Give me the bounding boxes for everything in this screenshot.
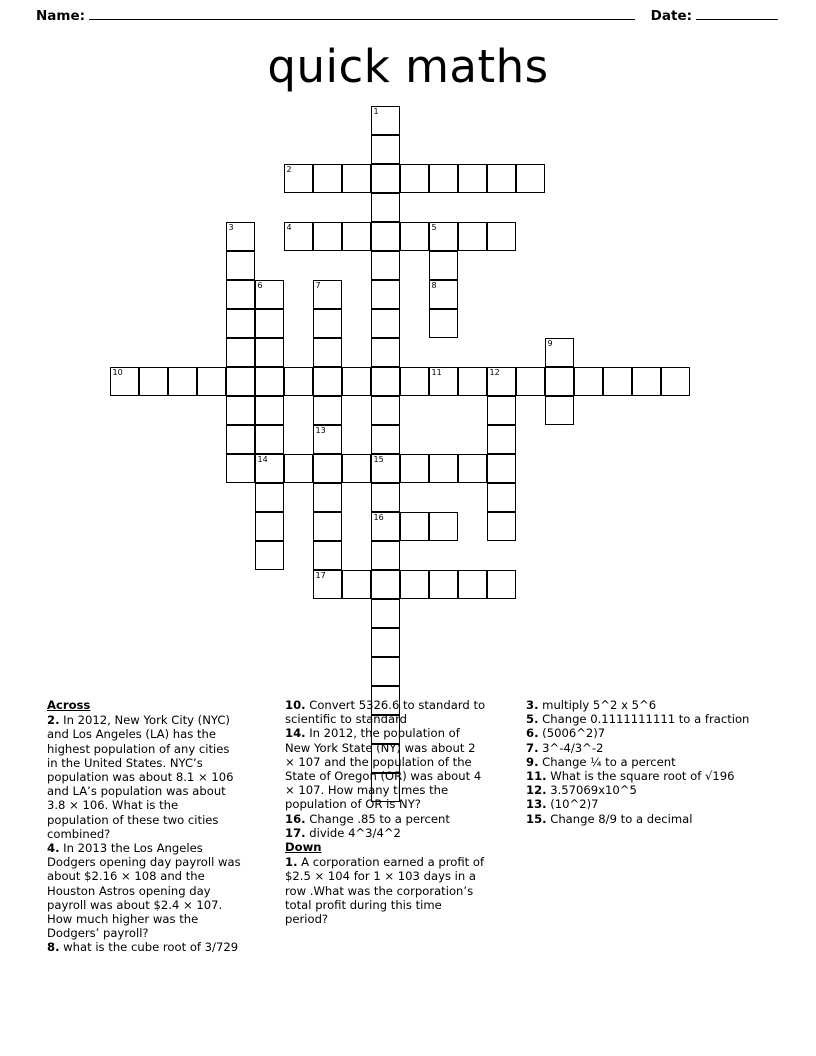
grid-cell[interactable] <box>371 570 400 599</box>
clue-text: Change .85 to a percent <box>305 811 450 826</box>
grid-cell[interactable] <box>458 164 487 193</box>
grid-cell[interactable] <box>400 222 429 251</box>
grid-cell[interactable] <box>313 309 342 338</box>
grid-cell[interactable] <box>371 193 400 222</box>
grid-cell[interactable] <box>487 483 516 512</box>
grid-cell[interactable] <box>313 222 342 251</box>
clue-number: 6. <box>526 726 539 741</box>
grid-cell-number: 6 <box>257 281 263 290</box>
grid-cell[interactable] <box>284 454 313 483</box>
grid-cell[interactable] <box>313 396 342 425</box>
grid-cell[interactable] <box>313 425 342 454</box>
grid-cell[interactable] <box>342 367 371 396</box>
grid-cell[interactable] <box>371 280 400 309</box>
grid-cell[interactable] <box>487 454 516 483</box>
grid-cell[interactable] <box>429 309 458 338</box>
clue-text: In 2013 the Los Angeles Dodgers opening day payroll was about $2.16 × 108 and the Houston Astros opening day payroll was about $2.4 × 107. How much higher was the Dodgers’ payroll? <box>47 841 241 941</box>
clue-text: multiply 5^2 x 5^6 <box>538 698 657 712</box>
grid-cell[interactable] <box>284 164 313 193</box>
grid-cell[interactable] <box>400 164 429 193</box>
clue-text: A corporation earned a profit of $2.5 × 104 for 1 × 103 days in a row .What was the corporation’s total profit during this time period? <box>285 855 485 927</box>
clue-text: Convert 5326.6 to standard to scientific to standard <box>285 698 486 727</box>
clue-number: 13. <box>526 797 547 812</box>
clue-text: 3^-4/3^-2 <box>538 740 604 755</box>
grid-cell[interactable] <box>429 367 458 396</box>
grid-cell[interactable] <box>516 367 545 396</box>
grid-cell-number: 17 <box>315 571 326 580</box>
grid-cell[interactable] <box>255 454 284 483</box>
grid-cell[interactable] <box>139 367 168 396</box>
clue-column-2 <box>242 698 488 955</box>
clue-number: 7. <box>526 740 539 755</box>
grid-cell[interactable] <box>313 483 342 512</box>
grid-cell[interactable] <box>226 425 255 454</box>
grid-cell[interactable] <box>487 164 516 193</box>
clue-number: 14. <box>285 726 306 741</box>
grid-cell[interactable] <box>255 338 284 367</box>
grid-cell[interactable] <box>371 512 400 541</box>
grid-cell[interactable] <box>371 541 400 570</box>
clue-down-7 <box>526 741 768 755</box>
clue-text: What is the square root of √196 <box>546 769 735 784</box>
clue-number: 5. <box>526 712 539 727</box>
clue-down-6 <box>526 726 768 740</box>
grid-cell[interactable] <box>603 367 632 396</box>
grid-cell-number: 12 <box>489 368 500 377</box>
clue-across-16 <box>285 812 488 826</box>
grid-cell-number: 10 <box>112 368 123 377</box>
grid-cell[interactable] <box>226 338 255 367</box>
clue-number: 17. <box>285 825 306 840</box>
date-label: Date: <box>650 8 692 24</box>
clue-down-3 <box>526 698 768 712</box>
grid-cell-number: 14 <box>257 455 268 464</box>
grid-cell[interactable] <box>313 338 342 367</box>
clue-number: 15. <box>526 811 547 826</box>
clue-across-4 <box>47 841 242 940</box>
grid-cell[interactable] <box>458 367 487 396</box>
grid-cell[interactable] <box>371 309 400 338</box>
grid-cell[interactable] <box>371 657 400 686</box>
grid-cell[interactable] <box>429 222 458 251</box>
grid-cell[interactable] <box>371 599 400 628</box>
clue-number: 10. <box>285 698 306 712</box>
grid-cell-number: 16 <box>373 513 384 522</box>
clue-column-1 <box>0 698 242 955</box>
clue-number: 11. <box>526 769 547 784</box>
grid-cell[interactable] <box>313 280 342 309</box>
grid-cell[interactable] <box>313 512 342 541</box>
grid-cell[interactable] <box>487 425 516 454</box>
name-write-line <box>89 18 635 20</box>
grid-cell[interactable] <box>255 396 284 425</box>
clue-down-9 <box>526 755 768 769</box>
grid-cell[interactable] <box>458 570 487 599</box>
grid-cell[interactable] <box>313 541 342 570</box>
grid-cell[interactable] <box>197 367 226 396</box>
clue-text: (10^2)7 <box>546 797 599 812</box>
grid-cell-number: 2 <box>286 165 292 174</box>
grid-cell[interactable] <box>371 367 400 396</box>
grid-cell[interactable] <box>400 367 429 396</box>
grid-cell[interactable] <box>255 367 284 396</box>
grid-cell[interactable] <box>313 454 342 483</box>
grid-cell[interactable] <box>226 222 255 251</box>
grid-cell[interactable] <box>342 222 371 251</box>
clue-number: 9. <box>526 754 539 769</box>
grid-cell[interactable] <box>429 570 458 599</box>
grid-cell[interactable] <box>371 483 400 512</box>
grid-cell[interactable] <box>516 164 545 193</box>
clue-down-15 <box>526 812 768 826</box>
grid-cell[interactable] <box>545 338 574 367</box>
clue-number: 8. <box>47 940 60 955</box>
grid-cell[interactable] <box>371 222 400 251</box>
grid-cell[interactable] <box>226 309 255 338</box>
grid-cell[interactable] <box>255 483 284 512</box>
name-date-line <box>36 8 780 24</box>
clue-down-1 <box>285 855 488 926</box>
clue-across-14 <box>285 726 488 811</box>
clue-text: what is the cube root of 3/729 <box>59 940 239 955</box>
grid-cell-number: 8 <box>431 281 437 290</box>
grid-cell-number: 4 <box>286 223 292 232</box>
grid-cell[interactable] <box>487 396 516 425</box>
grid-cell-number: 9 <box>547 339 553 348</box>
grid-cell[interactable] <box>255 541 284 570</box>
grid-cell[interactable] <box>255 280 284 309</box>
grid-cell[interactable] <box>226 454 255 483</box>
grid-cell[interactable] <box>226 367 255 396</box>
grid-cell[interactable] <box>226 251 255 280</box>
grid-cell[interactable] <box>371 251 400 280</box>
grid-cell[interactable] <box>487 367 516 396</box>
clues-area <box>0 698 816 955</box>
grid-cell[interactable] <box>226 396 255 425</box>
clue-column-3 <box>488 698 768 955</box>
clue-text: divide 4^3/4^2 <box>305 825 401 840</box>
clue-text: Change 8/9 to a decimal <box>546 811 693 826</box>
grid-cell-number: 7 <box>315 281 321 290</box>
grid-cell[interactable] <box>110 367 139 396</box>
clue-number: 1. <box>285 855 298 870</box>
grid-cell-number: 15 <box>373 455 384 464</box>
grid-cell[interactable] <box>284 367 313 396</box>
clue-across-8 <box>47 940 242 954</box>
clue-number: 16. <box>285 811 306 826</box>
grid-cell[interactable] <box>545 367 574 396</box>
grid-cell[interactable] <box>429 280 458 309</box>
grid-cell[interactable] <box>371 164 400 193</box>
grid-cell[interactable] <box>371 396 400 425</box>
grid-cell[interactable] <box>487 222 516 251</box>
grid-cell[interactable] <box>371 106 400 135</box>
grid-cell[interactable] <box>487 512 516 541</box>
grid-cell[interactable] <box>371 454 400 483</box>
grid-cell[interactable] <box>371 338 400 367</box>
grid-cell[interactable] <box>284 222 313 251</box>
grid-cell[interactable] <box>255 512 284 541</box>
clue-across-10 <box>285 698 488 726</box>
name-label: Name: <box>36 8 86 24</box>
grid-cell[interactable] <box>400 454 429 483</box>
grid-cell[interactable] <box>226 280 255 309</box>
clue-number: 3. <box>526 698 539 712</box>
grid-cell[interactable] <box>545 396 574 425</box>
page-title: quick maths <box>267 40 549 93</box>
grid-cell[interactable] <box>429 251 458 280</box>
grid-cell[interactable] <box>371 135 400 164</box>
grid-cell[interactable] <box>255 425 284 454</box>
grid-cell[interactable] <box>313 570 342 599</box>
grid-cell-number: 5 <box>431 223 437 232</box>
grid-cell[interactable] <box>342 570 371 599</box>
crossword-grid[interactable] <box>0 106 816 686</box>
clue-number: 2. <box>47 713 60 728</box>
grid-cell[interactable] <box>429 454 458 483</box>
clue-text: In 2012, New York City (NYC) and Los Angeles (LA) has the highest population of any cities in the United States. NYC’s population was about 8.1 × 106 and LA’s population was about 3.8 × 106. What is the population of these two cities combined? <box>47 713 234 841</box>
clue-across-2 <box>47 713 242 841</box>
grid-cell[interactable] <box>487 570 516 599</box>
clue-text: 3.57069x10^5 <box>546 783 637 798</box>
clue-number: 12. <box>526 783 547 798</box>
grid-cell[interactable] <box>313 367 342 396</box>
grid-cell[interactable] <box>632 367 661 396</box>
grid-cell-number: 11 <box>431 368 442 377</box>
grid-cell-number: 1 <box>373 107 379 116</box>
down-heading: Down <box>285 840 322 855</box>
grid-cell[interactable] <box>429 164 458 193</box>
grid-cell[interactable] <box>400 570 429 599</box>
grid-cell[interactable] <box>458 222 487 251</box>
clue-across-17 <box>285 826 488 840</box>
grid-cell[interactable] <box>574 367 603 396</box>
grid-cell[interactable] <box>661 367 690 396</box>
grid-cell[interactable] <box>168 367 197 396</box>
date-write-line <box>696 18 778 20</box>
grid-cell[interactable] <box>400 512 429 541</box>
clue-down-13 <box>526 797 768 811</box>
grid-cell-number: 13 <box>315 426 326 435</box>
across-heading: Across <box>47 698 91 712</box>
grid-cell[interactable] <box>429 512 458 541</box>
clue-text: Change ¼ to a percent <box>538 754 676 769</box>
grid-cell[interactable] <box>371 425 400 454</box>
clue-down-11 <box>526 769 768 783</box>
clue-text: (5006^2)7 <box>538 726 606 741</box>
clue-down-12 <box>526 783 768 797</box>
grid-cell[interactable] <box>255 309 284 338</box>
clue-text: In 2012, the population of New York State (NY) was about 2 × 107 and the population of the State of Oregon (OR) was about 4 × 107. How many times the population of OR is NY? <box>285 726 482 812</box>
grid-cell[interactable] <box>313 164 342 193</box>
clue-text: Change 0.1111111111 to a fraction <box>538 712 750 727</box>
grid-cell[interactable] <box>342 164 371 193</box>
grid-cell[interactable] <box>342 454 371 483</box>
clue-number: 4. <box>47 841 60 856</box>
grid-cell[interactable] <box>371 628 400 657</box>
grid-cell-number: 3 <box>228 223 234 232</box>
clue-down-5 <box>526 712 768 726</box>
grid-cell[interactable] <box>458 454 487 483</box>
